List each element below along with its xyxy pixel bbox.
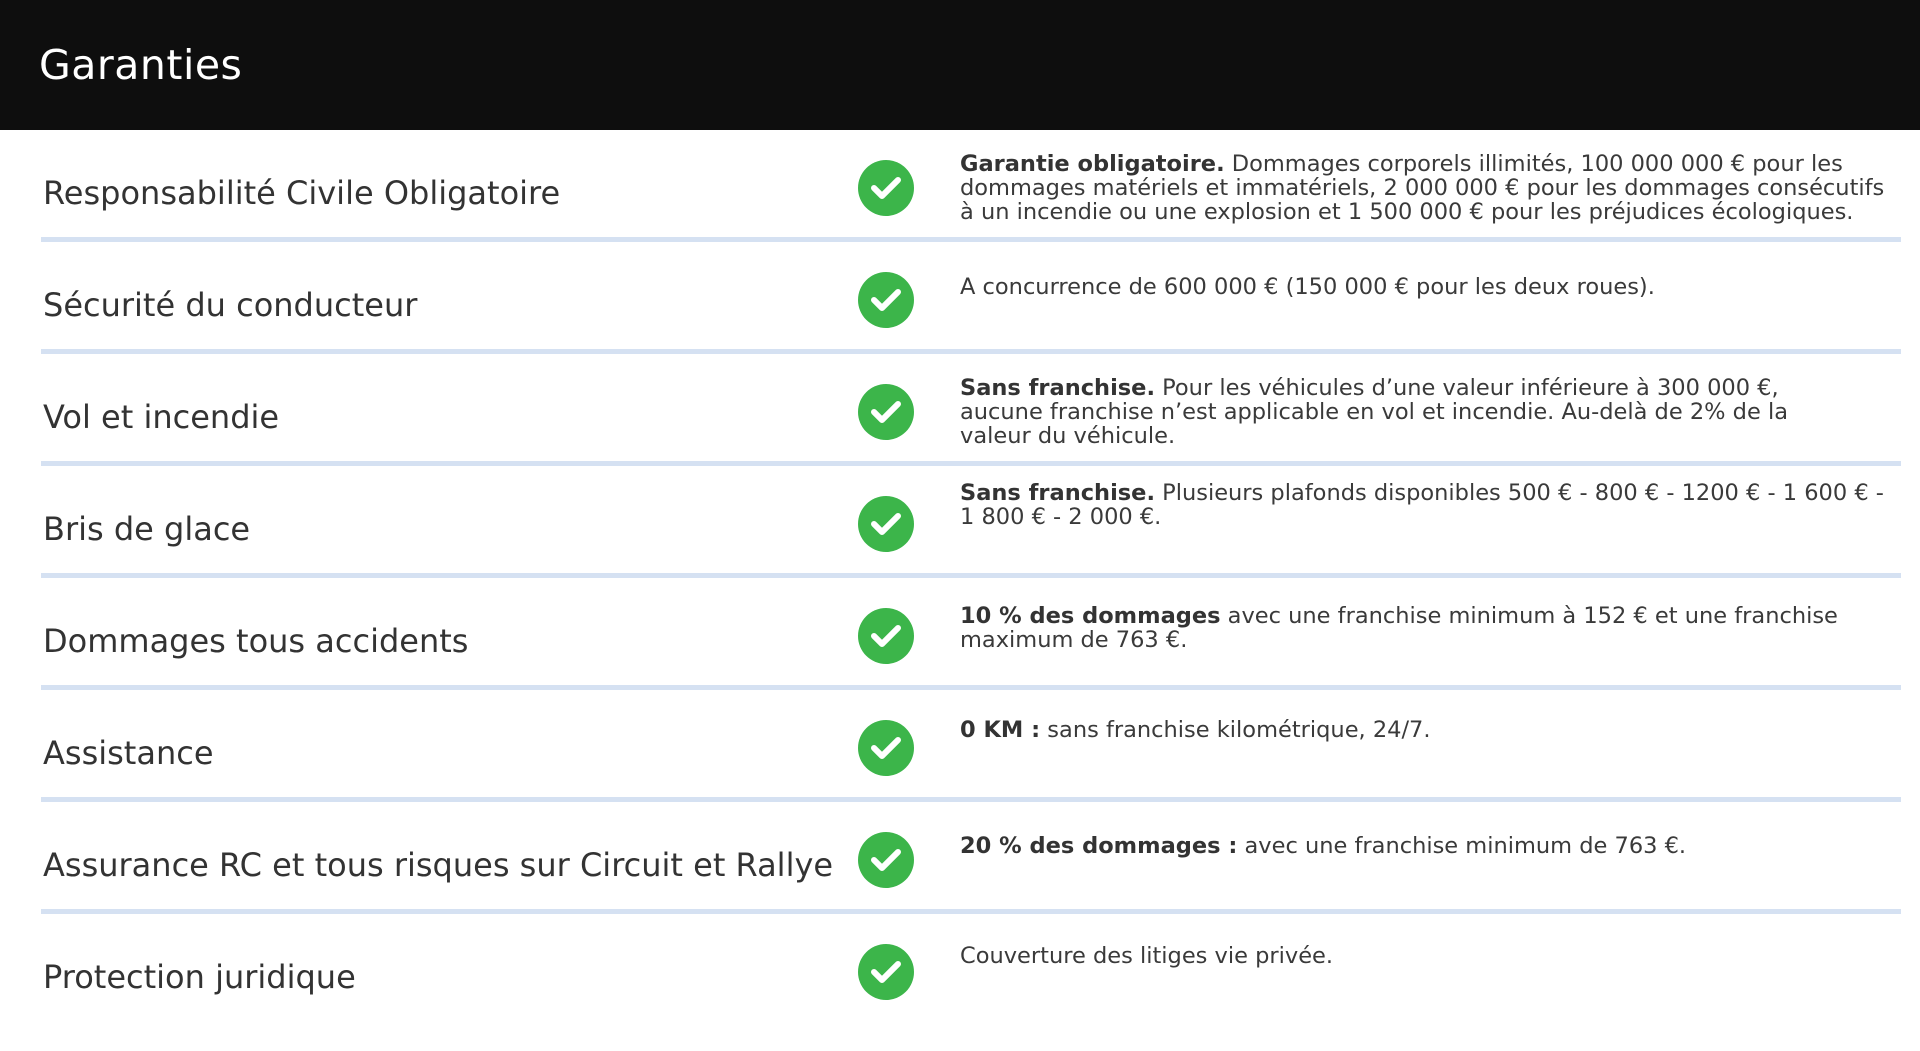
guarantee-row	[41, 242, 1901, 354]
description-text: sans franchise kilométrique, 24/7.	[1040, 717, 1431, 743]
guarantee-name: Assistance	[43, 734, 214, 772]
guarantee-row	[41, 578, 1901, 690]
check-circle-icon	[858, 272, 914, 328]
guarantee-description	[960, 718, 1890, 742]
description-text: avec une franchise minimum de 763 €.	[1237, 833, 1687, 859]
guarantee-row	[41, 466, 1901, 578]
check-circle-icon	[858, 944, 914, 1000]
description-highlight: Sans franchise.	[960, 480, 1155, 506]
description-highlight: 20 % des dommages :	[960, 833, 1238, 859]
guarantee-row	[41, 690, 1901, 802]
description-text: A concurrence de 600 000 € (150 000 € pour les deux roues).	[960, 274, 1655, 300]
description-text: avec une franchise minimum à 152 € et une franchise maximum de 763 €.	[960, 603, 1838, 653]
guarantee-name: Vol et incendie	[43, 398, 280, 436]
check-circle-icon	[858, 496, 914, 552]
guarantee-name: Sécurité du conducteur	[43, 286, 418, 324]
description-highlight: Garantie obligatoire.	[960, 151, 1225, 177]
guarantee-name: Assurance RC et tous risques sur Circuit et Rallye	[43, 846, 834, 884]
description-text: Dommages corporels illimités, 100 000 000 € pour les dommages matériels et immatériels, 2 000 000 € pour les dommages consécutifs à un incendie ou une explosion et 1 500 000 € pour les préjudices écologiques.	[960, 151, 1885, 225]
description-text: Plusieurs plafonds disponibles 500 € - 800 € - 1200 € - 1 600 € - 1 800 € - 2 000 €.	[960, 480, 1884, 530]
guarantee-description	[960, 604, 1890, 652]
check-circle-icon	[858, 832, 914, 888]
page-title: Garanties	[39, 41, 243, 89]
guarantee-name: Protection juridique	[43, 958, 356, 996]
guarantee-description	[960, 481, 1890, 529]
guarantee-description	[960, 275, 1890, 299]
description-highlight: Sans franchise.	[960, 375, 1155, 401]
guarantee-row	[41, 802, 1901, 914]
guarantee-row	[41, 354, 1901, 466]
guarantee-row	[41, 130, 1901, 242]
description-text: Couverture des litiges vie privée.	[960, 943, 1334, 969]
guarantee-name: Responsabilité Civile Obligatoire	[43, 174, 561, 212]
guarantees-table	[41, 130, 1901, 1026]
check-circle-icon	[858, 384, 914, 440]
check-circle-icon	[858, 608, 914, 664]
guarantee-description	[960, 376, 1800, 448]
check-circle-icon	[858, 720, 914, 776]
description-text: Pour les véhicules d’une valeur inférieure à 300 000 €, aucune franchise n’est applicable en vol et incendie. Au-delà de 2% de la valeur du véhicule.	[960, 375, 1788, 449]
guarantee-row	[41, 914, 1901, 1026]
guarantee-description	[960, 944, 1890, 968]
guarantee-description	[960, 152, 1890, 224]
guarantee-description	[960, 834, 1890, 858]
guarantee-name: Dommages tous accidents	[43, 622, 469, 660]
description-highlight: 0 KM :	[960, 717, 1041, 743]
check-circle-icon	[858, 160, 914, 216]
page-header	[0, 0, 1920, 130]
description-highlight: 10 % des dommages	[960, 603, 1221, 629]
guarantee-name: Bris de glace	[43, 510, 251, 548]
